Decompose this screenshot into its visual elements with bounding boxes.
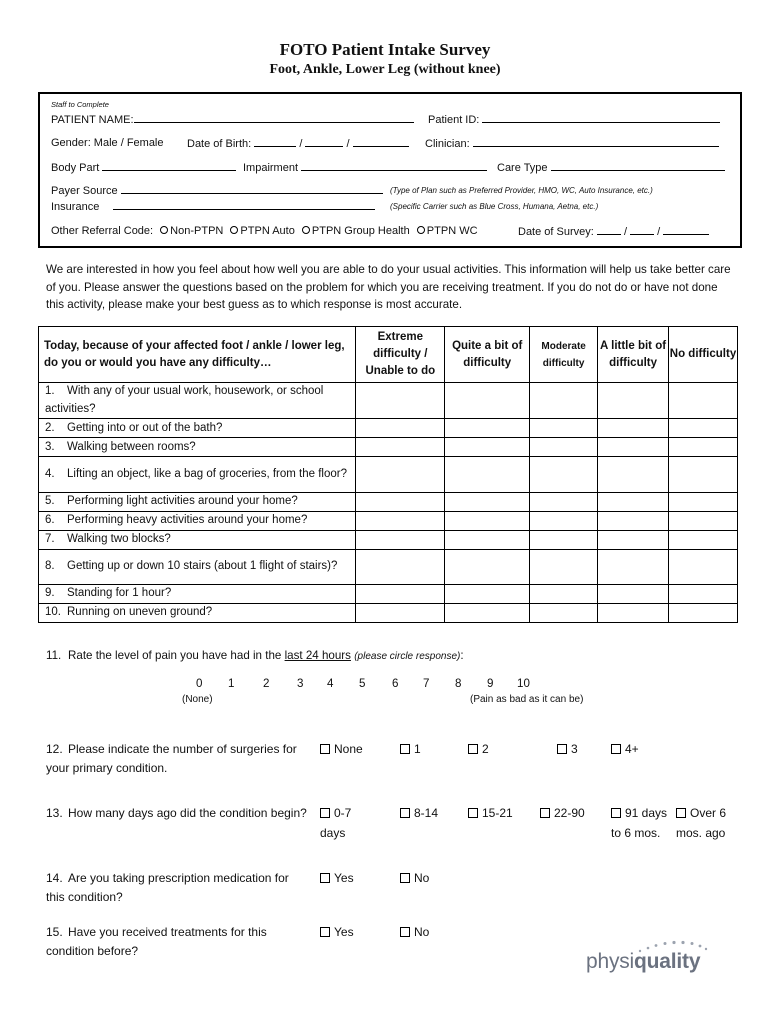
pain-scale-7[interactable]: 7 [423,677,430,690]
response-cell[interactable] [669,438,738,457]
item-text: 6. Performing heavy activities around your home? [39,511,356,530]
response-cell[interactable] [530,383,598,419]
survey-year-field[interactable] [663,225,709,235]
pain-scale-1[interactable]: 1 [228,677,235,690]
checkbox-icon [611,744,621,754]
table-lead-header: Today, because of your affected foot / ankle / lower leg, do you or would you have any difficulty… [39,327,356,383]
response-cell[interactable] [669,549,738,584]
response-cell[interactable] [598,584,669,603]
response-cell[interactable] [530,492,598,511]
clinician-field[interactable] [473,137,719,147]
survey-subtitle: Foot, Ankle, Lower Leg (without knee) [269,62,501,77]
table-row [39,511,738,530]
response-cell[interactable] [445,549,530,584]
item-text: 3. Walking between rooms? [39,438,356,457]
column-header: No difficulty [669,327,738,383]
pain-scale-4[interactable]: 4 [327,677,334,690]
table-row [39,584,738,603]
response-cell[interactable] [356,419,445,438]
patient-id-label: Patient ID: [428,114,480,126]
referral-label: Other Referral Code: [51,225,154,237]
item-text: 1. With any of your usual work, housework, or school activities? [39,383,356,419]
response-cell[interactable] [669,419,738,438]
item-text: 7. Walking two blocks? [39,530,356,549]
q13-option-22-90[interactable]: 22-90 [540,804,585,824]
impairment-label: Impairment [243,162,299,174]
table-row [39,419,738,438]
response-cell[interactable] [356,549,445,584]
response-cell[interactable] [598,511,669,530]
q11-prompt: 11. Rate the level of pain you have had in the last 24 hours (please circle response): [46,649,464,662]
patient-name-field[interactable] [134,113,414,123]
response-cell[interactable] [598,383,669,419]
dob-month-field[interactable] [254,137,296,147]
response-cell[interactable] [669,584,738,603]
gender-field[interactable]: Gender: Male / Female [51,137,164,149]
response-cell[interactable] [445,603,530,622]
payer-source-field[interactable] [121,184,383,194]
survey-month-field[interactable] [597,225,621,235]
referral-option-ptpn-wc: PTPN WC [426,225,478,237]
referral-option-ptpn-auto: PTPN Auto [240,225,295,237]
q14-prompt: 14. Are you taking prescription medication for this condition? [46,871,289,904]
response-cell[interactable] [530,549,598,584]
checkbox-icon [320,927,330,937]
response-cell[interactable] [445,438,530,457]
staff-note: Staff to Complete [51,100,109,109]
intro-paragraph: We are interested in how you feel about how well you are able to do your usual activities. This information will help us take better care of you. Please answer the questions based on the problem for which you are receiving treatment. If you do not do or have not done this activity, please make your best guess as to which response is most accurate. [46,263,731,311]
q11-instruction: (please circle response) [354,651,461,662]
staff-section: Staff to Complete PATIENT NAME: Patient ID: Gender: Male / Female Date of Birth: / / Clinician: Body Part Impairment Care Type Payer Source (Type of Plan such as Preferred Provider, HMO, WC, Auto Insurance, etc.) Insurance (Specific Carrier such as Blue Cross, Humana, Aetna, etc.) Other Referral Code: Non-PTPN PTPN Auto PTPN Group Health PTPN WC Date of Survey: / / [38,92,742,248]
response-cell[interactable] [598,419,669,438]
difficulty-table [38,326,738,623]
checkbox-icon [468,808,478,818]
checkbox-icon [320,744,330,754]
response-cell[interactable] [356,457,445,492]
payer-hint: (Type of Plan such as Preferred Provider, HMO, WC, Auto Insurance, etc.) [390,186,653,195]
response-cell[interactable] [669,603,738,622]
response-cell[interactable] [598,603,669,622]
q12-option-3[interactable]: 3 [557,740,578,760]
q13-option-15-21[interactable]: 15-21 [468,804,513,824]
response-cell[interactable] [356,603,445,622]
response-cell[interactable] [356,492,445,511]
item-text: 5. Performing light activities around your home? [39,492,356,511]
checkbox-icon [611,808,621,818]
response-cell[interactable] [530,511,598,530]
response-cell[interactable] [356,511,445,530]
checkbox-icon [320,808,330,818]
item-text: 9. Standing for 1 hour? [39,584,356,603]
insurance-hint: (Specific Carrier such as Blue Cross, Humana, Aetna, etc.) [390,202,599,211]
insurance-field[interactable] [113,200,375,210]
table-row [39,457,738,492]
referral-radio-non-ptpn[interactable] [160,226,168,234]
q13-option-over-6-mos[interactable]: Over 6 mos. ago [676,806,727,840]
response-cell[interactable] [669,457,738,492]
response-cell[interactable] [669,511,738,530]
pain-scale-0[interactable]: 0 [196,677,203,690]
response-cell[interactable] [445,492,530,511]
response-cell[interactable] [598,492,669,511]
pain-scale-9[interactable]: 9 [487,677,494,690]
date-of-survey-label: Date of Survey: [518,226,594,238]
pain-scale-2[interactable]: 2 [263,677,270,690]
impairment-field[interactable] [301,161,487,171]
column-header: Moderate difficulty [530,327,598,383]
referral-radio-ptpn-group-health[interactable] [302,226,310,234]
response-cell[interactable] [356,530,445,549]
response-cell[interactable] [669,492,738,511]
checkbox-icon [400,744,410,754]
response-cell[interactable] [445,419,530,438]
referral-option-ptpn-group-health: PTPN Group Health [311,225,410,237]
q12-option-1[interactable]: 1 [400,740,421,760]
column-header: A little bit of difficulty [598,327,669,383]
q13-option-0-7[interactable]: 0-7 days [320,806,352,840]
item-text: 2. Getting into or out of the bath? [39,419,356,438]
care-type-field[interactable] [551,161,725,171]
table-row [39,438,738,457]
response-cell[interactable] [356,383,445,419]
table-row [39,603,738,622]
response-cell[interactable] [598,457,669,492]
checkbox-icon [540,808,550,818]
q12-option-none[interactable]: None [320,740,363,760]
response-cell[interactable] [530,457,598,492]
item-text: 10. Running on uneven ground? [39,603,356,622]
q15-option-no[interactable]: No [400,923,429,943]
response-cell[interactable] [530,419,598,438]
pain-scale-high-label: (Pain as bad as it can be) [470,694,584,705]
q14-option-no[interactable]: No [400,869,429,889]
q14-option-yes[interactable]: Yes [320,869,354,889]
item-text: 4. Lifting an object, like a bag of groceries, from the floor? [39,457,356,492]
checkbox-icon [557,744,567,754]
table-row [39,549,738,584]
response-cell[interactable] [530,438,598,457]
body-part-label: Body Part [51,162,100,174]
pain-scale-6[interactable]: 6 [392,677,399,690]
table-row [39,530,738,549]
care-type-label: Care Type [497,162,548,174]
response-cell[interactable] [445,383,530,419]
q15-prompt: 15. Have you received treatments for this condition before? [46,925,267,958]
body-part-field[interactable] [102,161,236,171]
response-cell[interactable] [356,438,445,457]
column-header: Extreme difficulty / Unable to do [356,327,445,383]
clinician-label: Clinician: [425,138,470,150]
table-row [39,492,738,511]
checkbox-icon [468,744,478,754]
referral-option-non-ptpn: Non-PTPN [170,225,224,237]
response-cell[interactable] [530,603,598,622]
pain-scale-10[interactable]: 10 [517,677,530,690]
checkbox-icon [400,808,410,818]
q15-option-yes[interactable]: Yes [320,923,354,943]
pain-scale-3[interactable]: 3 [297,677,304,690]
response-cell[interactable] [598,438,669,457]
survey-title: FOTO Patient Intake Survey [279,40,491,59]
q11-underlined: last 24 hours [284,649,351,662]
response-cell[interactable] [445,511,530,530]
physiquality-logo: physiquality [586,950,701,973]
q13-option-91-days[interactable]: 91 days to 6 mos. [611,806,668,840]
column-header: Quite a bit of difficulty [445,327,530,383]
table-row [39,383,738,419]
q12-prompt: 12. Please indicate the number of surgeries for your primary condition. [46,742,297,775]
dob-label: Date of Birth: [187,138,252,150]
q13-option-8-14[interactable]: 8-14 [400,804,438,824]
q13-prompt: 13. How many days ago did the condition begin? [46,806,307,820]
response-cell[interactable] [598,549,669,584]
table-header-row [39,327,738,383]
response-cell[interactable] [445,457,530,492]
response-cell[interactable] [598,530,669,549]
q12-option-4plus[interactable]: 4+ [611,740,639,760]
dob-day-field[interactable] [305,137,343,147]
checkbox-icon [400,927,410,937]
response-cell[interactable] [445,584,530,603]
pain-scale-5[interactable]: 5 [359,677,366,690]
pain-scale-8[interactable]: 8 [455,677,462,690]
dob-year-field[interactable] [353,137,409,147]
response-cell[interactable] [669,383,738,419]
patient-id-field[interactable] [482,113,720,123]
q12-option-2[interactable]: 2 [468,740,489,760]
referral-radio-ptpn-wc[interactable] [417,226,425,234]
item-text: 8. Getting up or down 10 stairs (about 1 flight of stairs)? [39,549,356,584]
response-cell[interactable] [530,584,598,603]
checkbox-icon [676,808,686,818]
referral-radio-ptpn-auto[interactable] [230,226,238,234]
checkbox-icon [400,873,410,883]
response-cell[interactable] [356,584,445,603]
checkbox-icon [320,873,330,883]
response-cell[interactable] [669,530,738,549]
response-cell[interactable] [445,530,530,549]
insurance-label: Insurance [51,201,100,213]
payer-source-label: Payer Source [51,185,118,197]
response-cell[interactable] [530,530,598,549]
pain-scale-low-label: (None) [182,694,213,705]
survey-day-field[interactable] [630,225,654,235]
patient-name-label: PATIENT NAME: [51,114,134,126]
